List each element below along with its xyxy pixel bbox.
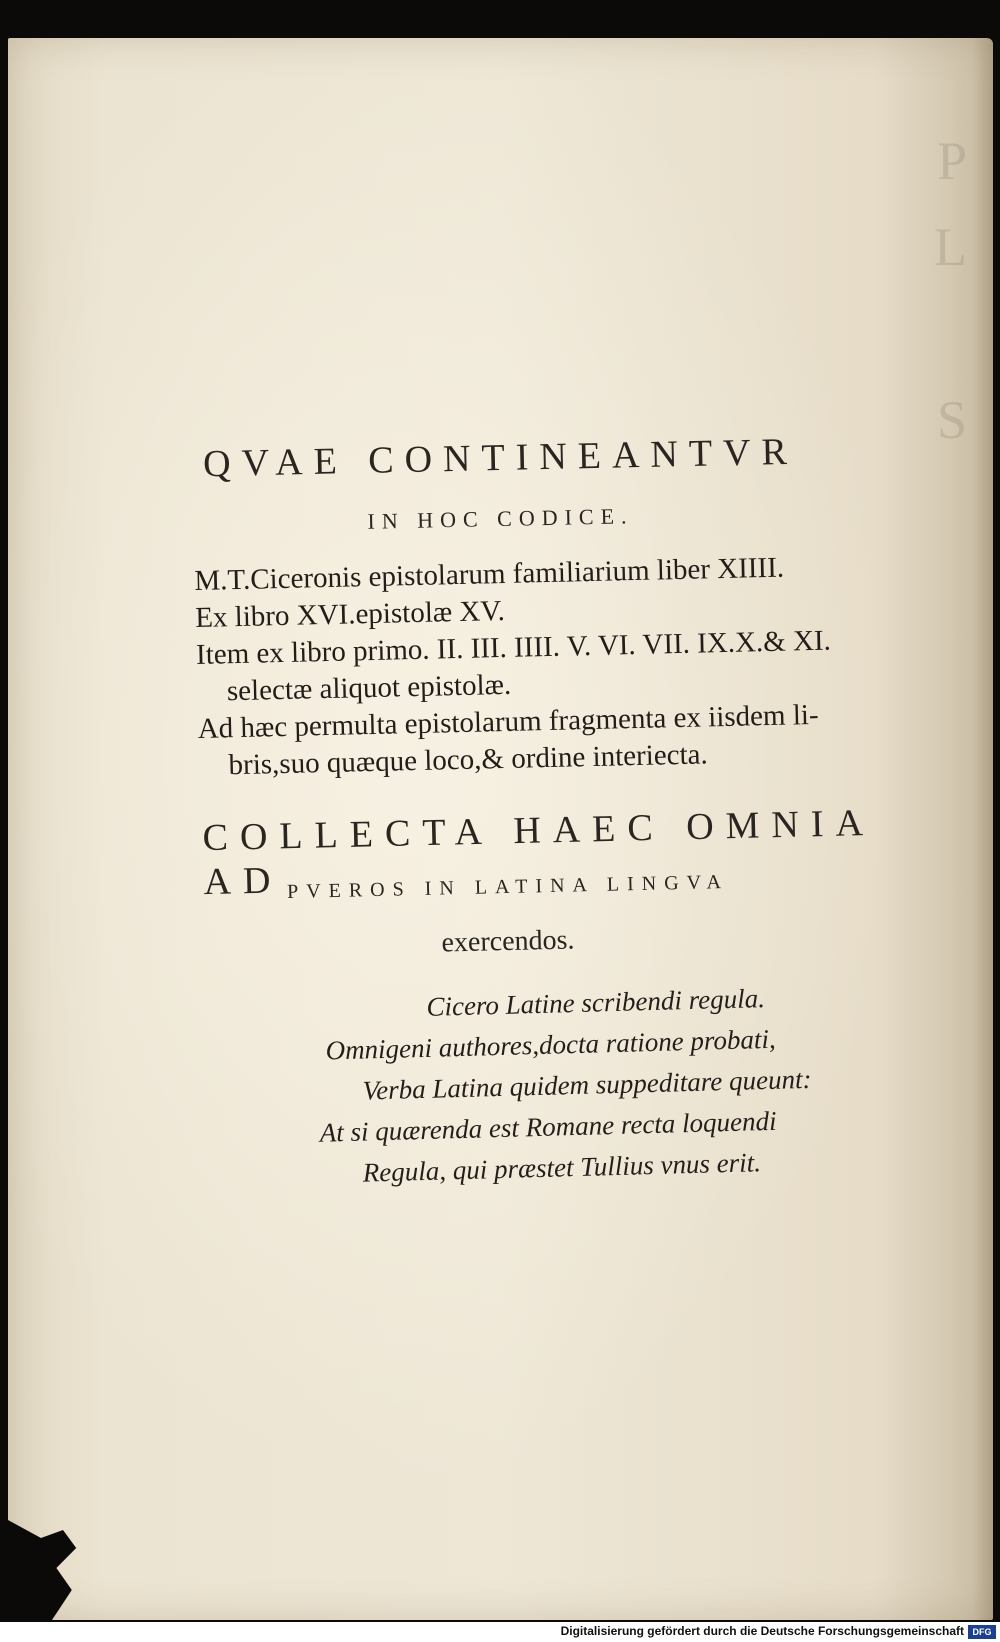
title-line-2: IN HOC CODICE. (367, 503, 634, 534)
contents-item: Ad hæc permulta epistolarum fragmenta ex iisdem li- (197, 698, 819, 745)
funding-notice: Digitalisierung gefördert durch die Deutsche Forschungsgemeinschaft (560, 1624, 964, 1638)
contents-item: Ex libro XVI.epistolæ XV. (194, 594, 506, 634)
title-line-1: QVAE CONTINEANTVR (202, 430, 799, 486)
contents-item: M.T.Ciceronis epistolarum familiarium liber XIIII. (194, 551, 785, 597)
dfg-logo: DFG (968, 1625, 996, 1639)
poem-heading: Cicero Latine scribendi regula. (426, 983, 766, 1022)
purpose-line-2: PVEROS IN LATINA LINGVA (286, 870, 730, 904)
page-content (8, 38, 993, 1620)
contents-item: bris,suo quæque loco,& ordine interiecta. (228, 738, 709, 782)
contents-list (194, 547, 919, 785)
purpose-line-1: COLLECTA HAEC OMNIA AD (202, 801, 874, 904)
poem (308, 976, 833, 1195)
contents-item: Item ex libro primo. II. III. IIII. V. VI. VII. IX.X.& XI. (195, 624, 832, 671)
footer-bar (0, 1622, 1000, 1642)
show-through-text: P L S (934, 131, 973, 451)
contents-item: selectæ aliquot epistolæ. (226, 668, 512, 708)
book-page (8, 38, 993, 1620)
poem-line: Regula, qui præstet Tullius vnus erit. (362, 1147, 762, 1188)
poem-line: At si quærenda est Romane recta loquendi (319, 1105, 777, 1148)
purpose-line-3: exercendos. (441, 924, 575, 959)
poem-line: Verba Latina quidem suppeditare queunt: (362, 1063, 812, 1106)
poem-line: Omnigeni authores,docta ratione probati, (325, 1023, 777, 1066)
